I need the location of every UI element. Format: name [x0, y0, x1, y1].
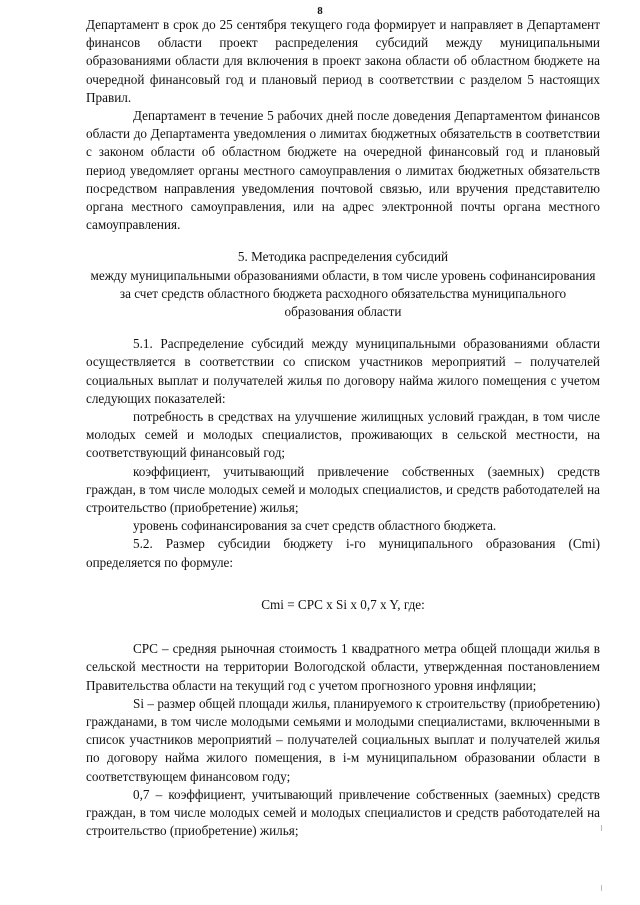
scan-mark	[601, 825, 602, 831]
definition-cpc: CPC – средняя рыночная стоимость 1 квадратного метра общей площади жилья в сельской местности на территории Вологодской области, утвержденная постановлением Правительства области на текущий год с учетом прогнозного уровня инфляции;	[86, 641, 600, 693]
definition-coefficient: 0,7 – коэффициент, учитывающий привлечение собственных (заемных) средств граждан, в том числе молодых семей и молодых специалистов и средств работодателей на строительство (приобретение) жилья;	[86, 786, 600, 839]
paragraph-notification: Департамент в течение 5 рабочих дней после доведения Департаментом финансов области до Департамента уведомления о лимитах бюджетных обязательств в соответствии с законом области об областном бюджете на очередной финансовый год и плановый период уведомляет органы местного самоуправления о лимитах бюджетных обязательств посредством направления уведомления почтовой связью, или вручения представителю органа местного самоуправления, или на адрес электронной почты органа местного самоуправления.	[86, 108, 600, 233]
paragraph-5-2: 5.2. Размер субсидии бюджету i-го муниципального образования (Cmi) определяется по формуле:	[86, 536, 600, 570]
paragraph-5-1: 5.1. Распределение субсидий между муниципальными образованиями области осуществляется в соответствии со списком участников мероприятий – получателей социальных выплат и получателей жилья по договору найма жилого помещения с учетом следующих показателей:	[86, 336, 600, 406]
scan-mark	[601, 885, 602, 891]
section-subtitle: между муниципальными образованиями области, в том числе уровень софинансирования за счет средств областного бюджета расходного обязательства муниципального образования области	[90, 267, 596, 320]
indicator-cofinancing: уровень софинансирования за счет средств областного бюджета.	[133, 518, 497, 534]
formula: Cmi = CPC x Si x 0,7 x Y, где:	[261, 596, 425, 612]
section-heading	[86, 248, 600, 321]
spacer	[86, 321, 600, 335]
paragraph-deadline: Департамент в срок до 25 сентября текущего года формирует и направляет в Департамент финансов области проект распределения субсидий между муниципальными образованиями области для включения в проект закона области об областном бюджете на очередной финансовый год и плановый период в соответствии с разделом 5 настоящих Правил.	[86, 17, 600, 105]
document-body	[86, 16, 600, 840]
indicator-need: потребность в средствах на улучшение жилищных условий граждан, в том числе молодых семей и молодых специалистов, проживающих в сельской местности, на соответствующий финансовый год;	[86, 409, 600, 461]
indicator-coefficient: коэффициент, учитывающий привлечение собственных (заемных) средств граждан, в том числе молодых семей и молодых специалистов, и средств работодателей на строительство (приобретение) жилья;	[86, 463, 600, 516]
definition-si: Si – размер общей площади жилья, планируемого к строительству (приобретению) гражданами, в том числе молодыми семьями и молодыми специалистами, включенными в список участников мероприятий – получателей социальных выплат и получателей жилья по договору найма жилого помещения, в i-м муниципальном образовании области в соответствующем финансовом году;	[86, 695, 600, 784]
section-title: 5. Методика распределения субсидий	[237, 249, 449, 265]
page-number: 8	[317, 5, 323, 17]
